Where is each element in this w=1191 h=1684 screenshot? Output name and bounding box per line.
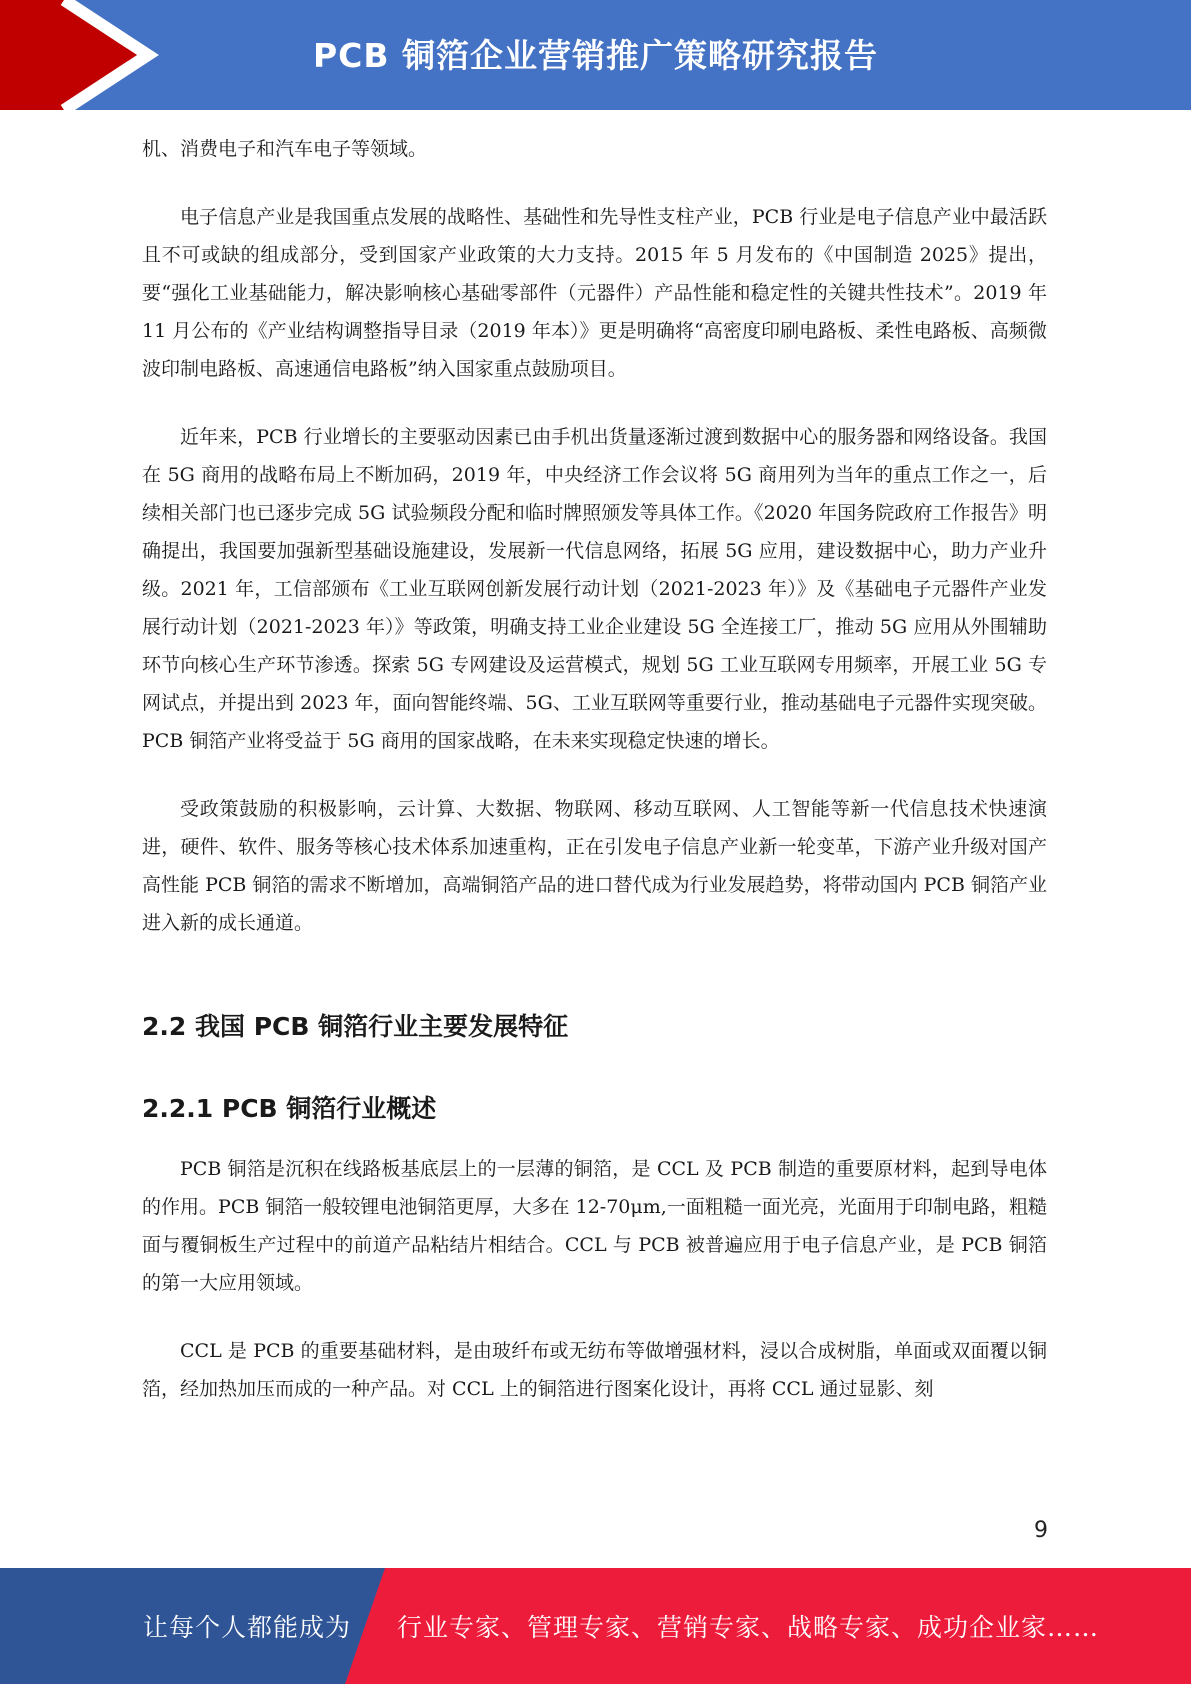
paragraph-continued: 机、消费电子和汽车电子等领域。 [142,138,428,160]
footer-slogan-right: 行业专家、管理专家、营销专家、战略专家、成功企业家…… [397,1613,1100,1642]
page-footer [0,1568,1191,1684]
paragraph-pcb-copper-foil-overview: PCB 铜箔是沉积在线路板基底层上的一层薄的铜箔，是 CCL 及 PCB 制造的重要原材料，起到导电体的作用。PCB 铜箔一般较锂电池铜箔更厚，大多在 12-70μm,一面粗糙一面光亮，光面用于印制电路，粗糙面与覆铜板生产过程中的前道产品粘结片相结合。CCL 与 PCB 被普遍应用于电子信息产业，是 PCB 铜箔的第一大应用领域。 [142,1158,1047,1294]
footer-slogan-left: 让每个人都能成为 [143,1613,352,1642]
paragraph-5g-growth: 近年来，PCB 行业增长的主要驱动因素已由手机出货量逐渐过渡到数据中心的服务器和网络设备。我国在 5G 商用的战略布局上不断加码，2019 年，中央经济工作会议将 5G 商用列为当年的重点工作之一，后续相关部门也已逐步完成 5G 试验频段分配和临时牌照颁发等具体工作。《2020 年国务院政府工作报告》明确提出，我国要加强新型基础设施建设，发展新一代信息网络，拓展 5G 应用，建设数据中心，助力产业升级。2021 年，工信部颁布《工业互联网创新发展行动计划（2021-2023 年）》及《基础电子元器件产业发展行动计划（2021-2023 年）》等政策，明确支持工业企业建设 5G 全连接工厂，推动 5G 应用从外围辅助环节向核心生产环节渗透。探索 5G 专网建设及运营模式，规划 5G 工业互联网专用频率，开展工业 5G 专网试点，并提出到 2023 年，面向智能终端、5G、工业互联网等重要行业，推动基础电子元器件实现突破。PCB 铜箔产业将受益于 5G 商用的国家战略，在未来实现稳定快速的增长。 [142,426,1047,752]
section-heading-2-2-1: 2.2.1 PCB 铜箔行业概述 [142,1094,437,1123]
page-number: 9 [1034,1518,1048,1543]
page-header [0,0,1191,110]
paragraph-policy-support: 电子信息产业是我国重点发展的战略性、基础性和先导性支柱产业，PCB 行业是电子信息产业中最活跃且不可或缺的组成部分，受到国家产业政策的大力支持。2015 年 5 月发布的《中国制造 2025》提出，要“强化工业基础能力，解决影响核心基础零部件（元器件）产品性能和稳定性的关键共性技术”。2019 年 11 月公布的《产业结构调整指导目录（2019 年本）》更是明确将“高密度印刷电路板、柔性电路板、高频微波印制电路板、高速通信电路板”纳入国家重点鼓励项目。 [142,206,1047,380]
paragraph-ccl-definition: CCL 是 PCB 的重要基础材料，是由玻纤布或无纺布等做增强材料，浸以合成树脂，单面或双面覆以铜箔，经加热加压而成的一种产品。对 CCL 上的铜箔进行图案化设计，再将 CCL 通过显影、刻 [142,1340,1047,1400]
section-heading-2-2: 2.2 我国 PCB 铜箔行业主要发展特征 [142,1012,569,1041]
paragraph-policy-impact: 受政策鼓励的积极影响，云计算、大数据、物联网、移动互联网、人工智能等新一代信息技术快速演进，硬件、软件、服务等核心技术体系加速重构，正在引发电子信息产业新一轮变革，下游产业升级对国产高性能 PCB 铜箔的需求不断增加，高端铜箔产品的进口替代成为行业发展趋势，将带动国内 PCB 铜箔产业进入新的成长通道。 [142,798,1047,934]
document-body [142,130,1047,1438]
header-title: PCB 铜箔企业营销推广策略研究报告 [312,35,879,75]
